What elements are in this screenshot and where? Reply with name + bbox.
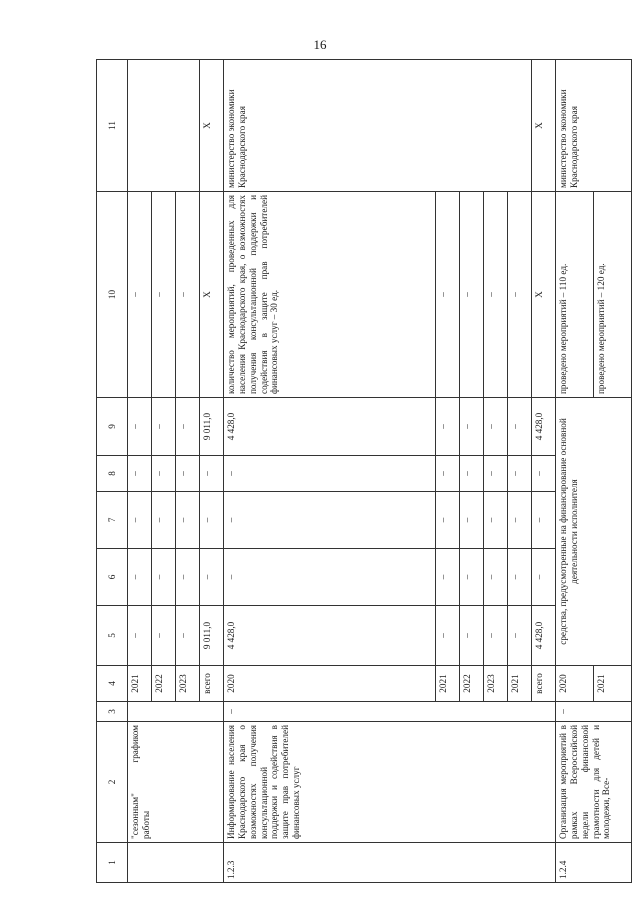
value-cell: – [224,456,436,492]
col-header: 9 [97,398,128,456]
col-header: 2 [97,722,128,843]
value-cell: – [484,456,508,492]
total-value: 9 011,0 [200,398,224,456]
status-cell [128,702,224,722]
result-cell: – [484,192,508,398]
value-cell: – [436,456,460,492]
result-cell: – [128,192,152,398]
col-header: 11 [97,60,128,192]
rotated-table-area [96,60,612,883]
value-cell: – [532,456,556,492]
total-label: всего [532,666,556,702]
x-mark: Х [200,192,224,398]
table-row [128,60,152,883]
value-cell: – [200,456,224,492]
activity-name-cell: "сезонным" графиком работы [128,722,224,843]
value-cell: – [436,492,460,549]
value-cell: – [460,456,484,492]
executor-cell: министерство экономики Краснодарского края [224,60,532,192]
value-cell: – [152,456,176,492]
year-cell: 2021 [128,666,152,702]
value-cell: – [508,606,532,666]
year-cell: 2023 [484,666,508,702]
value-cell: – [176,549,200,606]
col-header: 5 [97,606,128,666]
value-cell: – [152,398,176,456]
value-cell: 4 428,0 [224,398,436,456]
executor-cell [128,60,200,192]
activity-name-cell: Информирование населения Краснодарского края о возможностях получения консультационной поддержки и содействия в защите прав потребителей финансовых услуг [224,722,556,843]
value-cell: – [484,492,508,549]
value-cell: – [128,492,152,549]
year-cell: 2020 [224,666,436,702]
value-cell: – [508,492,532,549]
value-cell: – [224,549,436,606]
year-cell: 2021 [594,666,632,702]
value-cell: – [436,398,460,456]
col-header: 6 [97,549,128,606]
status-cell: – [556,702,632,722]
year-cell: 2020 [556,666,594,702]
value-cell: – [152,606,176,666]
rotated-table-container [96,60,612,883]
value-cell: – [460,492,484,549]
value-cell: – [128,398,152,456]
program-activities-table [96,59,632,883]
value-cell: – [484,398,508,456]
row-number-cell [128,843,224,883]
total-label: всего [200,666,224,702]
value-cell: – [484,606,508,666]
value-cell: – [436,606,460,666]
year-cell: 2022 [152,666,176,702]
value-cell: – [200,492,224,549]
value-cell: – [508,398,532,456]
col-header: 3 [97,702,128,722]
value-cell: 4 428,0 [224,606,436,666]
value-cell: – [508,549,532,606]
result-cell: – [436,192,460,398]
value-cell: – [176,606,200,666]
value-cell: – [176,398,200,456]
value-cell: – [460,606,484,666]
col-header: 1 [97,843,128,883]
value-cell: – [436,549,460,606]
page-number: 16 [313,37,327,52]
year-cell: 2023 [176,666,200,702]
value-cell: – [508,456,532,492]
table-header-row [97,60,128,883]
table-row [224,60,436,883]
row-number-cell: 1.2.3 [224,843,556,883]
row-number-cell: 1.2.4 [556,843,632,883]
value-cell: – [128,549,152,606]
value-cell: – [200,549,224,606]
value-cell: – [128,456,152,492]
value-cell: – [128,606,152,666]
total-value: 4 428,0 [532,606,556,666]
funding-note-cell: средства, предусмотренные на финансирование основной деятельности исполнителя [556,398,632,666]
value-cell: – [460,398,484,456]
year-cell: 2021 [436,666,460,702]
value-cell: – [152,492,176,549]
result-cell: количество мероприятий, проведенных для населения Краснодарского края, о возможностях получения консультационной поддержки и содействия в защите прав потребителей финансовых услуг – 30 ед. [224,192,436,398]
result-cell: – [152,192,176,398]
x-mark: Х [532,60,556,192]
result-cell: – [176,192,200,398]
value-cell: – [484,549,508,606]
col-header: 4 [97,666,128,702]
value-cell: – [176,456,200,492]
result-cell: – [508,192,532,398]
col-header: 8 [97,456,128,492]
total-value: 9 011,0 [200,606,224,666]
status-cell: – [224,702,556,722]
value-cell: – [224,492,436,549]
value-cell: – [152,549,176,606]
activity-name-cell: Организация мероприятий в рамках Всероссийской недели финансовой грамотности для детей и молодежи, Все- [556,722,632,843]
result-cell: – [460,192,484,398]
executor-cell: министерство экономики Краснодарского края [556,60,632,192]
table-row [556,60,594,883]
year-cell: 2021 [508,666,532,702]
col-header: 10 [97,192,128,398]
result-cell: проведено мероприятий – 120 ед. [594,192,632,398]
value-cell: – [532,492,556,549]
x-mark: Х [532,192,556,398]
year-cell: 2022 [460,666,484,702]
col-header: 7 [97,492,128,549]
value-cell: – [176,492,200,549]
value-cell: – [532,549,556,606]
x-mark: Х [200,60,224,192]
value-cell: – [460,549,484,606]
total-value: 4 428,0 [532,398,556,456]
result-cell: проведено мероприятий – 110 ед. [556,192,594,398]
